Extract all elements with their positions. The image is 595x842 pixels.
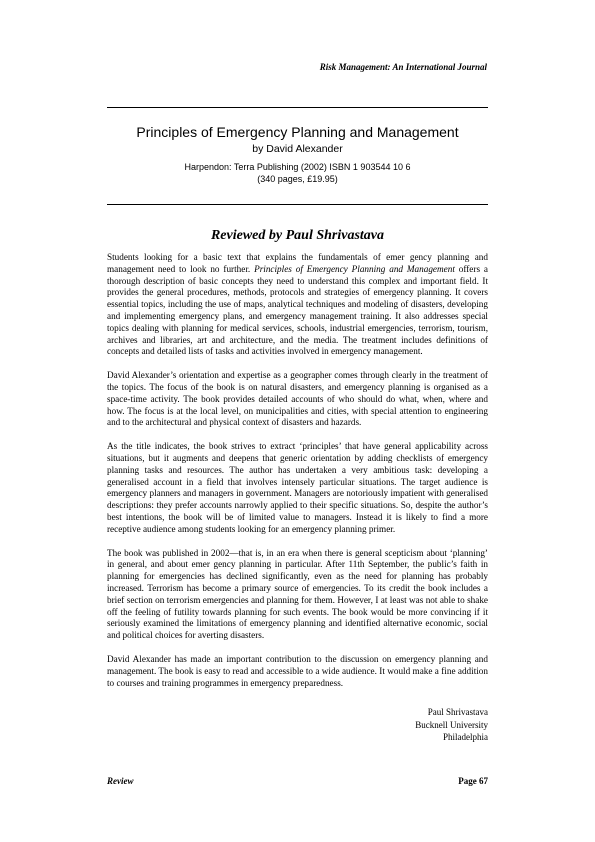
review-paragraph-1-start: Students looking for a basic text that explains the fundamentals of emer gency planning and management need to look no further. — [107, 252, 488, 274]
book-publication-block — [107, 161, 488, 185]
book-title-italic: Principles of Emergency Planning and Management — [254, 263, 455, 274]
signature-institution: Bucknell University — [415, 719, 488, 730]
review-paragraph-1 — [107, 252, 488, 358]
review-heading: Reviewed by Paul Shrivastava — [210, 228, 385, 243]
top-divider — [107, 107, 488, 108]
book-details: (340 pages, £19.95) — [257, 174, 338, 184]
signature-name: Paul Shrivastava — [427, 707, 488, 717]
signature-city: Philadelphia — [443, 732, 488, 742]
review-paragraph-1-end: offers a thorough description of basic concepts they need to understand this complex and important field. It provides the general procedures, methods, protocols and strategies of emergency planning. It covers essential topics, including the use of maps, analytical techniques and modeling of disasters, developing and implementing emergency plans, and emergency management training. It also addresses special topics dealing with planning for medical services, schools, industrial emergencies, terrorism, tourism, archives and libraries, art and architecture, and the media. The treatment includes definitions of concepts and detailed lists of tasks and activities involved in emergency management. — [107, 263, 488, 357]
review-paragraph-4: The book was published in 2002—that is, in an era when there is general scepticism about ‘planning’ in general, and about emer gency planning in particular. After 11th September, the public’s faith in planning for emergencies has declined significantly, even as the need for planning has probably increased. Terrorism has become a primary source of emergencies. To its credit the book includes a brief section on terrorism emergencies and planning for them. However, I at least was not able to shake off the feeling of futility towards planning for such events. The book would be more convincing if it seriously examined the limitations of emergency planning and identified alternative economic, social and political choices for averting disasters. — [107, 547, 488, 641]
page-number: Page 67 — [458, 776, 488, 786]
journal-title: Risk Management: An International Journal — [319, 62, 487, 72]
book-author: by David Alexander — [252, 143, 343, 155]
book-publication: Harpendon: Terra Publishing (2002) ISBN 1 903544 10 6 — [184, 162, 411, 172]
review-paragraph-5: David Alexander has made an important contribution to the discussion on emergency planning and management. The book is easy to read and accessible to a wide audience. It would make a fine addition to courses and training programmes in emergency preparedness. — [107, 653, 488, 688]
footer-section-label: Review — [107, 776, 134, 786]
review-body — [107, 252, 488, 689]
signature-block — [415, 706, 488, 744]
review-paragraph-2: David Alexander’s orientation and expertise as a geographer comes through clearly in the treatment of the topics. The focus of the book is on natural disasters, and emergency planning is organised as a space-time activity. The book provides detailed accounts of who should do what, when, where and how. The focus is at the local level, on municipalities and cities, with special attention to engineering and to the architectural and physical context of disasters and hazards. — [107, 370, 488, 428]
review-paragraph-3: As the title indicates, the book strives to extract ‘principles’ that have general applicability across situations, but it augments and deepens that generic orientation by adding checklists of emergency planning tasks and resources. The author has undertaken a very ambitious task: developing a generalised account in a field that involves intensely particular situations. The target audience is emergency planners and managers in government. Managers are notoriously impatient with generalised descriptions: they prefer accounts narrowly applied to their specific situations. So, despite the author’s best intentions, the book will be of limited value to managers. Instead it is likely to find a more receptive audience among students looking for an emergency planning primer. — [107, 441, 488, 534]
bottom-divider — [107, 204, 488, 205]
book-title: Principles of Emergency Planning and Management — [136, 124, 459, 140]
